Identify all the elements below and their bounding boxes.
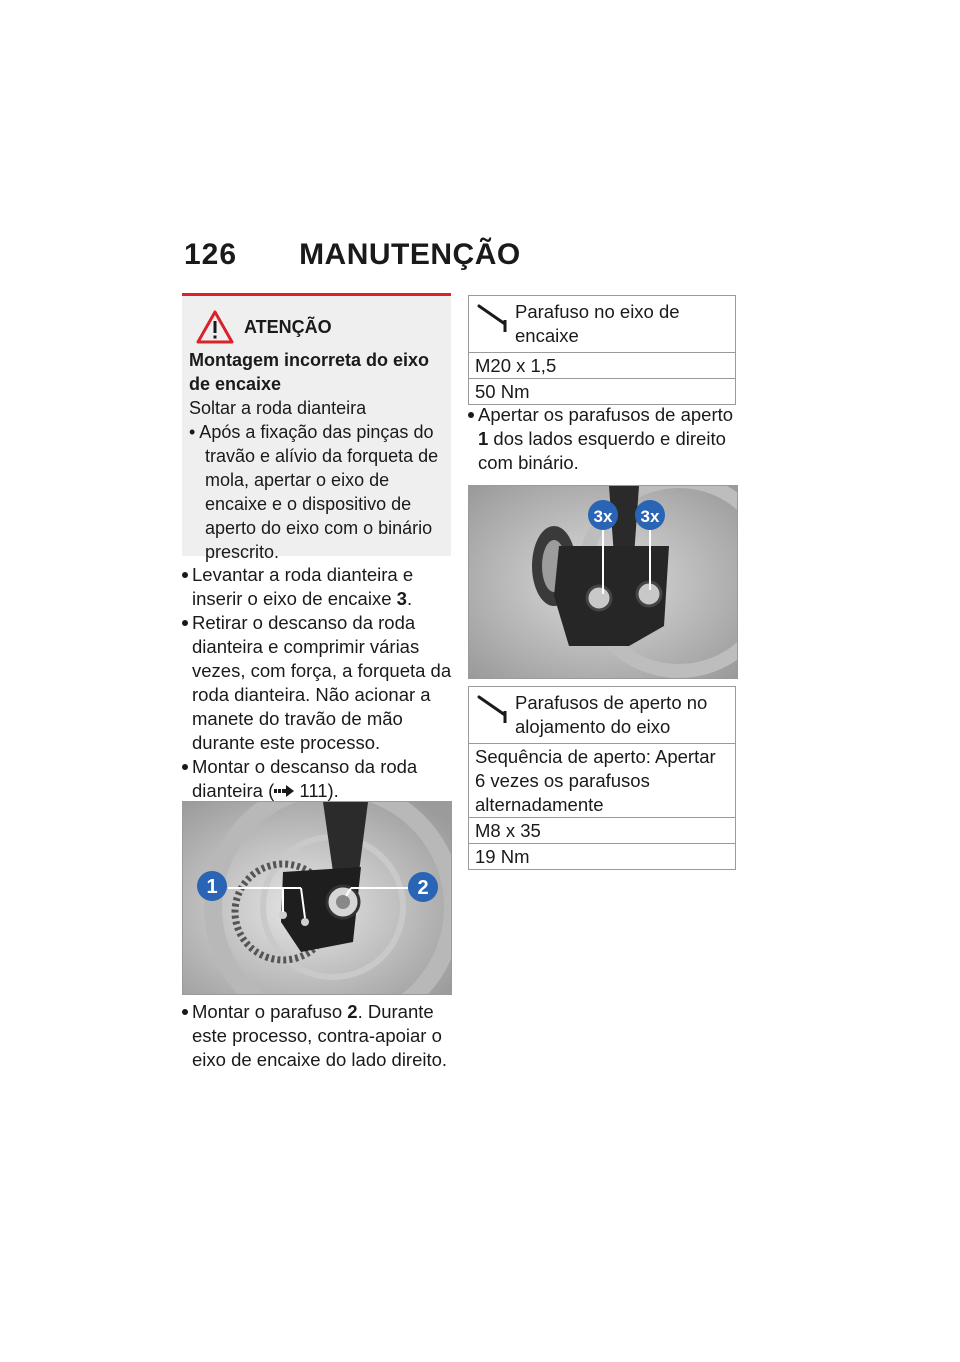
callout-1-label: 1: [206, 876, 218, 898]
page-header: [184, 238, 521, 278]
list-item: Montar o parafuso 2. Durante este processo, contra-apoiar o eixo de encaixe do lado direito.: [182, 1000, 452, 1072]
torque-wrench-icon: [473, 691, 513, 723]
chapter-title: MANUTENÇÃO: [299, 238, 521, 271]
warning-bullet: • Após a fixação das pinças do travão e alívio da forqueta de mola, apertar o eixo de encaixe e o dispositivo de aperto do eixo com o binário prescrito.: [189, 422, 439, 562]
page-ref-arrow-icon: [274, 785, 294, 797]
list-item: Apertar os parafusos de aperto 1 dos lados esquerdo e direito com binário.: [468, 403, 738, 475]
callout-2-label: 2: [417, 877, 429, 899]
photo-front-axle-clamp: [182, 801, 452, 995]
spec-table-clamp-bolts: [468, 686, 736, 870]
warning-title: ATENÇÃO: [244, 316, 332, 337]
callout-3x-right-label: 3x: [640, 507, 660, 526]
spec-row: Sequência de aperto: Apertar 6 vezes os parafusos alternadamente: [469, 743, 735, 817]
spec-row: 50 Nm: [469, 378, 735, 404]
warning-subtitle: Soltar a roda dianteira: [189, 398, 367, 418]
warning-box: [182, 296, 451, 562]
spec-title: Parafuso no eixo de encaixe: [515, 301, 680, 346]
photo-axle-housing-bolts: [468, 485, 738, 679]
torque-wrench-icon: [473, 300, 513, 332]
left-steps: [182, 563, 452, 803]
list-item: Montar o descanso da roda dianteira ( 111).: [182, 755, 452, 803]
warning-triangle-icon: [196, 310, 234, 344]
spec-row: 19 Nm: [469, 843, 735, 869]
list-item: Retirar o descanso da roda dianteira e comprimir várias vezes, com força, a forqueta da roda dianteira. Não acionar a manete do travão de mão durante este processo.: [182, 611, 452, 755]
spec-table-axle-bolt: [468, 295, 736, 405]
spec-title: Parafusos de aperto no alojamento do eixo: [515, 692, 708, 737]
list-item: Levantar a roda dianteira e inserir o eixo de encaixe 3.: [182, 563, 452, 611]
spec-row: M20 x 1,5: [469, 352, 735, 378]
left-step-after-photo: [182, 1000, 452, 1072]
page-number: 126: [184, 238, 238, 271]
warning-heading: Montagem incorreta do eixo de encaixe: [189, 350, 430, 394]
right-step: [468, 403, 738, 475]
callout-3x-left-label: 3x: [593, 507, 613, 526]
spec-row: M8 x 35: [469, 817, 735, 843]
